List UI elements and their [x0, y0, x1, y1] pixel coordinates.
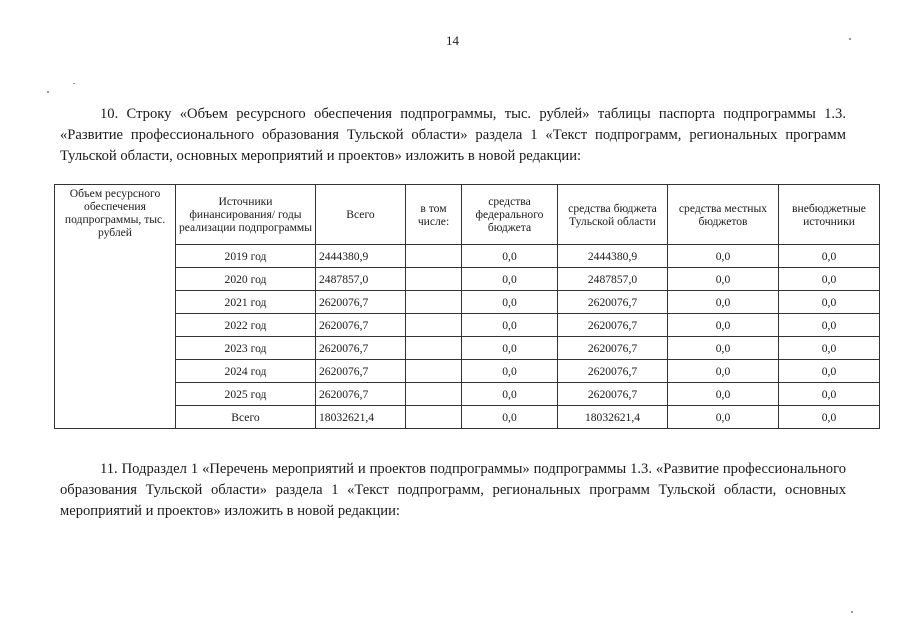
scan-speck — [73, 83, 75, 84]
year-cell: Всего — [176, 406, 316, 429]
local-cell: 0,0 — [668, 291, 779, 314]
regional-cell: 2620076,7 — [558, 360, 668, 383]
scan-speck — [851, 611, 853, 613]
regional-cell: 2620076,7 — [558, 383, 668, 406]
federal-cell: 0,0 — [462, 383, 558, 406]
extrabudget-cell: 0,0 — [779, 291, 880, 314]
including-cell — [406, 337, 462, 360]
including-cell — [406, 245, 462, 268]
including-cell — [406, 360, 462, 383]
federal-cell: 0,0 — [462, 314, 558, 337]
table-row — [55, 314, 880, 337]
row-label-cell: Объем ресурсного обеспечения подпрограммы, тыс. рублей — [55, 185, 176, 429]
year-cell: 2023 год — [176, 337, 316, 360]
table-header-row — [55, 185, 880, 245]
regional-cell: 2620076,7 — [558, 337, 668, 360]
local-cell: 0,0 — [668, 337, 779, 360]
total-cell: 2487857,0 — [316, 268, 406, 291]
federal-cell: 0,0 — [462, 291, 558, 314]
including-cell — [406, 406, 462, 429]
year-cell: 2021 год — [176, 291, 316, 314]
regional-cell: 2487857,0 — [558, 268, 668, 291]
federal-cell: 0,0 — [462, 268, 558, 291]
year-cell: 2020 год — [176, 268, 316, 291]
total-cell: 2620076,7 — [316, 291, 406, 314]
total-cell: 2620076,7 — [316, 314, 406, 337]
extrabudget-cell: 0,0 — [779, 268, 880, 291]
local-cell: 0,0 — [668, 314, 779, 337]
total-cell: 2620076,7 — [316, 360, 406, 383]
table-row — [55, 337, 880, 360]
year-cell: 2022 год — [176, 314, 316, 337]
regional-cell: 2444380,9 — [558, 245, 668, 268]
extrabudget-cell: 0,0 — [779, 360, 880, 383]
paragraph-11: 11. Подраздел 1 «Перечень мероприятий и проектов подпрограммы» подпрограммы 1.3. «Развитие профессионального образования Тульской области» раздела 1 «Текст подпрограмм, региональных программ Тульской области, основных мероприятий и проектов» изложить в новой редакции: — [60, 461, 846, 519]
total-cell: 2444380,9 — [316, 245, 406, 268]
federal-cell: 0,0 — [462, 360, 558, 383]
header-sources: Источники финансирования/ годы реализации подпрограммы — [176, 185, 316, 245]
table-row — [55, 360, 880, 383]
extrabudget-cell: 0,0 — [779, 314, 880, 337]
table-row — [55, 268, 880, 291]
including-cell — [406, 268, 462, 291]
year-cell: 2025 год — [176, 383, 316, 406]
extrabudget-cell: 0,0 — [779, 383, 880, 406]
including-cell — [406, 291, 462, 314]
total-cell: 2620076,7 — [316, 383, 406, 406]
federal-cell: 0,0 — [462, 245, 558, 268]
local-cell: 0,0 — [668, 245, 779, 268]
table-row — [55, 245, 880, 268]
table-row — [55, 291, 880, 314]
extrabudget-cell: 0,0 — [779, 337, 880, 360]
including-cell — [406, 314, 462, 337]
federal-cell: 0,0 — [462, 337, 558, 360]
page-number: 14 — [446, 33, 459, 48]
local-cell: 0,0 — [668, 360, 779, 383]
header-including: в том числе: — [406, 185, 462, 245]
year-cell: 2019 год — [176, 245, 316, 268]
header-federal: средства федерального бюджета — [462, 185, 558, 245]
scan-speck — [849, 38, 851, 40]
regional-cell: 2620076,7 — [558, 314, 668, 337]
paragraph-10: 10. Строку «Объем ресурсного обеспечения подпрограммы, тыс. рублей» таблицы паспорта подпрограммы 1.3. «Развитие профессионального образования Тульской области» раздела 1 «Текст подпрограмм, региональных программ Тульской области, основных мероприятий и проектов» изложить в новой редакции: — [60, 106, 846, 164]
extrabudget-cell: 0,0 — [779, 406, 880, 429]
table-row — [55, 383, 880, 406]
table-total-row — [55, 406, 880, 429]
header-local: средства местных бюджетов — [668, 185, 779, 245]
header-total: Всего — [316, 185, 406, 245]
scan-speck — [47, 91, 49, 93]
including-cell — [406, 383, 462, 406]
local-cell: 0,0 — [668, 406, 779, 429]
federal-cell: 0,0 — [462, 406, 558, 429]
extrabudget-cell: 0,0 — [779, 245, 880, 268]
total-cell: 2620076,7 — [316, 337, 406, 360]
regional-cell: 18032621,4 — [558, 406, 668, 429]
local-cell: 0,0 — [668, 383, 779, 406]
header-extrabudget: внебюджетные источники — [779, 185, 880, 245]
header-regional: средства бюджета Тульской области — [558, 185, 668, 245]
local-cell: 0,0 — [668, 268, 779, 291]
total-cell: 18032621,4 — [316, 406, 406, 429]
regional-cell: 2620076,7 — [558, 291, 668, 314]
year-cell: 2024 год — [176, 360, 316, 383]
resource-table — [54, 184, 880, 429]
